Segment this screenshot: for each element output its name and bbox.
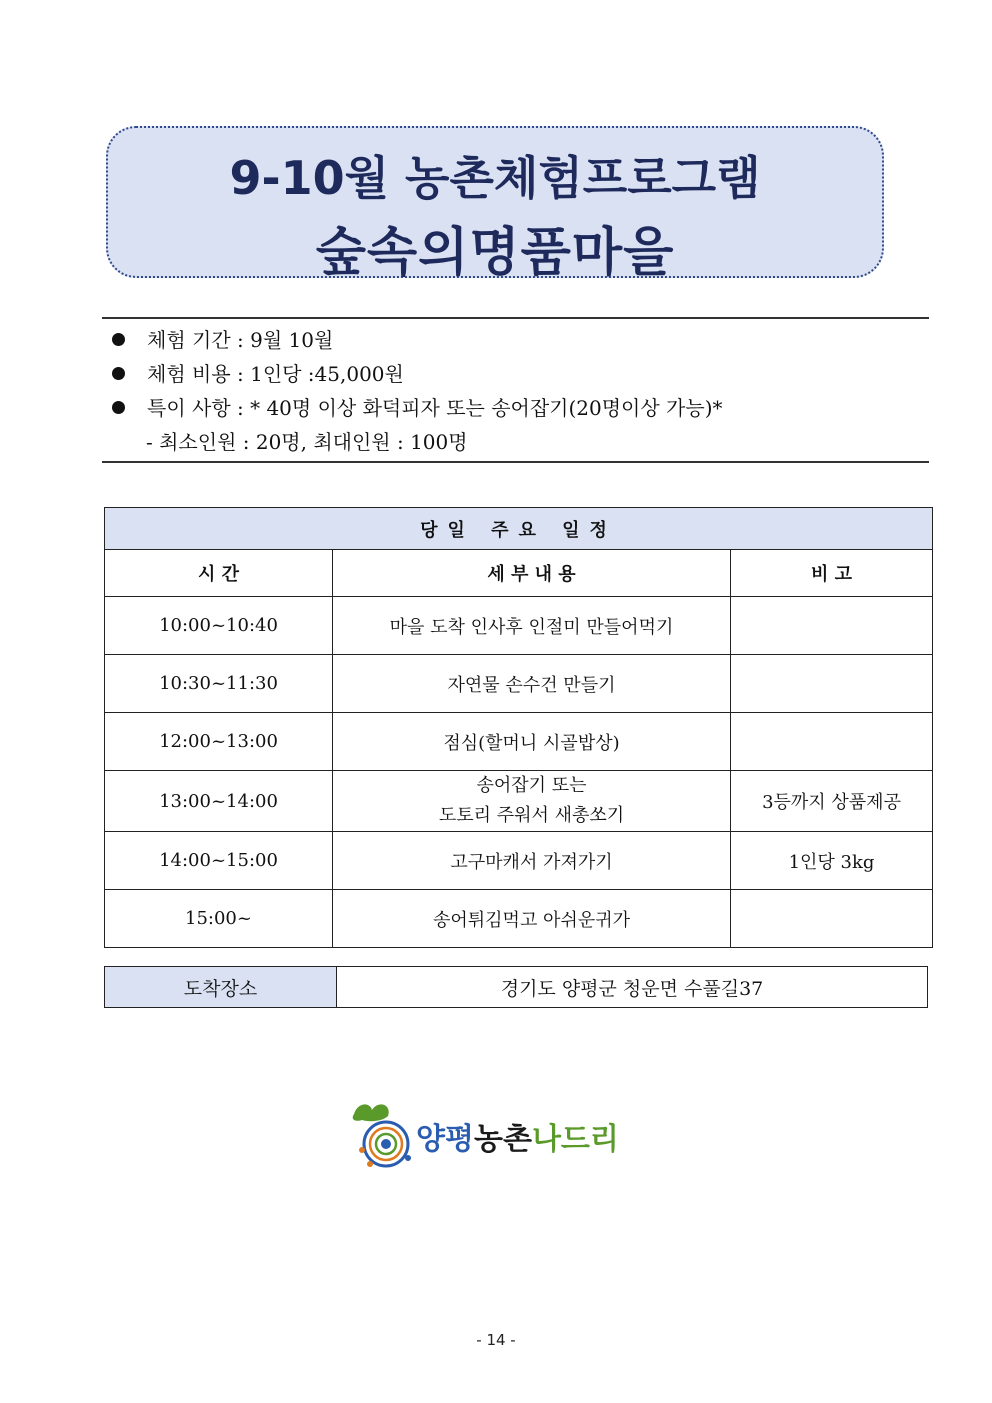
- period-text: 체험 기간 : 9월 10월: [147, 328, 334, 352]
- row-note: [731, 655, 933, 713]
- place-address: 경기도 양평군 청운면 수풀길37: [337, 967, 928, 1008]
- table-row: [105, 713, 933, 771]
- row-detail: 자연물 손수건 만들기: [333, 655, 731, 713]
- logo-emblem-icon: [348, 1100, 414, 1170]
- logo-text-outing: 나드리: [531, 1122, 619, 1157]
- bullet-icon: [112, 333, 125, 346]
- row-time: 13:00~14:00: [105, 771, 333, 832]
- row-note: [731, 597, 933, 655]
- column-note: 비 고: [731, 550, 933, 597]
- row-note: 1인당 3kg: [731, 832, 933, 890]
- detail-line: 도토리 주워서 새총쏘기: [438, 805, 625, 826]
- page-number: - 14 -: [476, 1331, 516, 1349]
- row-detail: 점심(할머니 시골밥상): [333, 713, 731, 771]
- row-detail: 송어튀김먹고 아쉬운귀가: [333, 890, 731, 948]
- logo-text-rural: 농촌: [473, 1122, 532, 1157]
- village-name: 숲속의명품마을: [315, 223, 675, 283]
- schedule-table: [104, 507, 933, 948]
- row-note: 3등까지 상품제공: [731, 771, 933, 832]
- row-time: 10:30~11:30: [105, 655, 333, 713]
- row-note: [731, 890, 933, 948]
- table-row: [105, 597, 933, 655]
- logo-text-region: 양평: [416, 1122, 474, 1157]
- table-row: [105, 890, 933, 948]
- row-detail: [333, 771, 731, 832]
- cost-text: 체험 비용 : 1인당 :45,000원: [147, 362, 404, 386]
- yangpyeong-logo: [348, 1100, 648, 1170]
- row-time: 10:00~10:40: [105, 597, 333, 655]
- place-label: 도착장소: [105, 967, 337, 1008]
- logo-text: [416, 1114, 619, 1158]
- row-time: 15:00~: [105, 890, 333, 948]
- column-time: 시 간: [105, 550, 333, 597]
- arrival-place-table: [104, 966, 928, 1008]
- bullet-icon: [112, 401, 125, 414]
- column-detail: 세 부 내 용: [333, 550, 731, 597]
- info-capacity: - 최소인원 : 20명, 최대인원 : 100명: [146, 430, 468, 454]
- detail-line: 송어잡기 또는: [476, 775, 587, 796]
- info-period: [112, 323, 333, 357]
- row-detail: 마을 도착 인사후 인절미 만들어먹기: [333, 597, 731, 655]
- bullet-icon: [112, 367, 125, 380]
- program-info: [102, 317, 929, 463]
- table-row: [105, 832, 933, 890]
- notes-text: 특이 사항 : * 40명 이상 화덕피자 또는 송어잡기(20명이상 가능)*: [147, 396, 723, 420]
- info-notes: [112, 391, 723, 425]
- table-row: [105, 655, 933, 713]
- table-row: [105, 771, 933, 832]
- row-note: [731, 713, 933, 771]
- title-banner: [106, 126, 884, 283]
- row-time: 12:00~13:00: [105, 713, 333, 771]
- row-detail: 고구마캐서 가져가기: [333, 832, 731, 890]
- row-time: 14:00~15:00: [105, 832, 333, 890]
- program-title: 9-10월 농촌체험프로그램: [229, 151, 761, 205]
- schedule-header: 당일 주요 일정: [105, 508, 933, 550]
- info-cost: [112, 357, 404, 391]
